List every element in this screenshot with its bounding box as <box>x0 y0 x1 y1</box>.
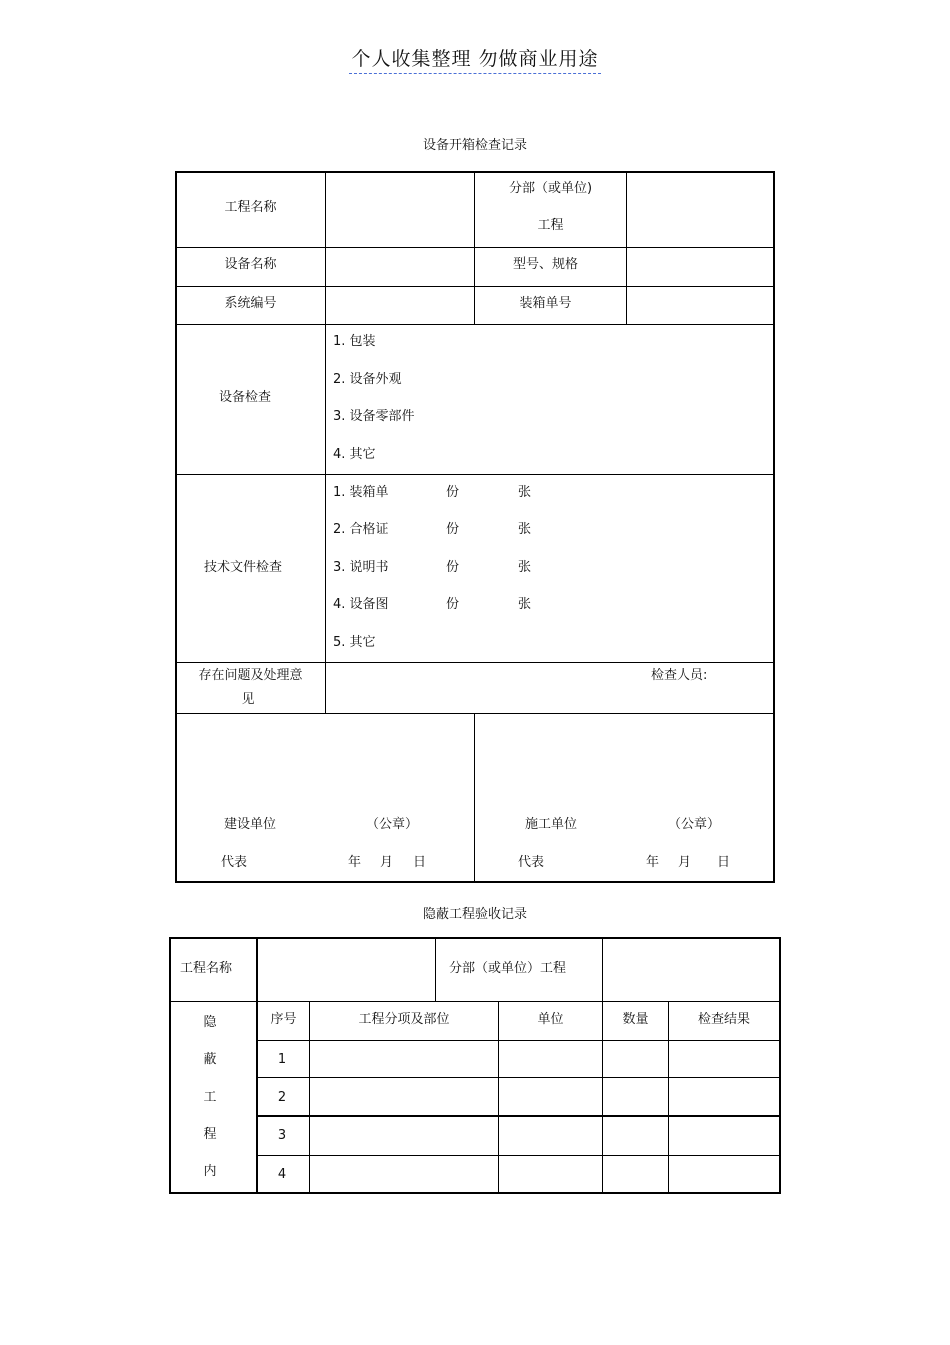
form2-line <box>498 1001 499 1193</box>
form2-line <box>602 938 603 1193</box>
copies-label: 份 <box>446 522 460 537</box>
column-header: 工程分项及部位 <box>358 1012 450 1027</box>
form1-line <box>176 324 774 325</box>
form2-line <box>668 1001 669 1193</box>
owner-year: 年 <box>348 855 362 870</box>
form2-border-top <box>169 937 781 939</box>
header-text: 个人收集整理 勿做商业用途 <box>349 48 600 74</box>
form1-line <box>474 713 475 882</box>
sub-project-label-line2: 工程 <box>537 218 564 233</box>
column-header: 数量 <box>622 1012 649 1027</box>
sheets-label: 张 <box>518 522 532 537</box>
row-number: 3 <box>277 1128 287 1143</box>
equipment-check-label: 设备检查 <box>218 390 271 405</box>
check-item: 4. 其它 <box>333 447 376 462</box>
issues-label-line2: 见 <box>241 692 255 707</box>
form1-line <box>626 172 627 325</box>
form1-border-left <box>175 171 177 883</box>
owner-seal: （公章） <box>366 817 419 832</box>
form2-line <box>435 938 436 1001</box>
form2-sub-project-label: 分部（或单位）工程 <box>449 961 567 976</box>
sheets-label: 张 <box>518 560 532 575</box>
page-header <box>0 44 950 71</box>
form1-border-bottom <box>175 881 775 883</box>
row-number: 2 <box>277 1090 287 1105</box>
form2-line <box>309 1001 310 1193</box>
system-no-label: 系统编号 <box>224 296 277 311</box>
form1-line <box>176 662 774 663</box>
sub-project-label-line1: 分部（或单位) <box>508 181 593 196</box>
copies-label: 份 <box>446 560 460 575</box>
form1-border-top <box>175 171 775 173</box>
construction-seal: （公章） <box>668 817 721 832</box>
copies-label: 份 <box>446 485 460 500</box>
doc-item: 4. 设备图 <box>333 597 389 612</box>
form2-title: 隐蔽工程验收记录 <box>422 907 527 922</box>
form2-line <box>256 1155 780 1156</box>
side-label-char: 内 <box>203 1164 217 1179</box>
sheets-label: 张 <box>518 597 532 612</box>
form2-line <box>256 1115 780 1117</box>
row-number: 4 <box>277 1167 287 1182</box>
form2-border-bottom <box>169 1192 781 1194</box>
form2-project-name-label: 工程名称 <box>180 961 233 976</box>
form2-line <box>170 1001 780 1002</box>
tech-docs-check-label: 技术文件检查 <box>203 560 282 575</box>
copies-label: 份 <box>446 597 460 612</box>
project-name-label: 工程名称 <box>224 200 277 215</box>
construction-representative: 代表 <box>518 855 545 870</box>
form2-line <box>256 1040 780 1041</box>
doc-item: 2. 合格证 <box>333 522 389 537</box>
issues-label-line1: 存在问题及处理意 <box>198 668 303 683</box>
inspector-label: 检查人员: <box>651 668 708 683</box>
equipment-name-label: 设备名称 <box>224 257 277 272</box>
column-header: 序号 <box>270 1012 297 1027</box>
column-header: 单位 <box>537 1012 564 1027</box>
check-item: 1. 包装 <box>333 334 376 349</box>
check-item: 2. 设备外观 <box>333 372 402 387</box>
construction-month: 月 <box>678 855 692 870</box>
doc-item: 5. 其它 <box>333 635 376 650</box>
side-label-char: 工 <box>203 1090 217 1105</box>
doc-item: 3. 说明书 <box>333 560 389 575</box>
form1-line <box>176 474 774 475</box>
side-label-char: 蔽 <box>203 1052 217 1067</box>
owner-day: 日 <box>413 855 427 870</box>
packing-no-label: 装箱单号 <box>519 296 572 311</box>
row-number: 1 <box>277 1052 287 1067</box>
form1-title: 设备开箱检查记录 <box>422 138 527 153</box>
form1-line <box>176 247 774 248</box>
form2-line <box>256 1077 780 1078</box>
construction-day: 日 <box>717 855 731 870</box>
model-spec-label: 型号、规格 <box>512 257 578 272</box>
construction-year: 年 <box>646 855 660 870</box>
owner-month: 月 <box>380 855 394 870</box>
form1-line <box>176 286 774 287</box>
check-item: 3. 设备零部件 <box>333 409 415 424</box>
owner-representative: 代表 <box>221 855 248 870</box>
sheets-label: 张 <box>518 485 532 500</box>
side-label-char: 程 <box>203 1127 217 1142</box>
owner-unit-label: 建设单位 <box>224 817 277 832</box>
column-header: 检查结果 <box>697 1012 750 1027</box>
form1-line <box>325 172 326 713</box>
doc-item: 1. 装箱单 <box>333 485 389 500</box>
side-label-char: 隐 <box>203 1015 217 1030</box>
construction-unit-label: 施工单位 <box>525 817 578 832</box>
form1-border-right <box>773 171 775 883</box>
form1-line <box>176 713 774 714</box>
